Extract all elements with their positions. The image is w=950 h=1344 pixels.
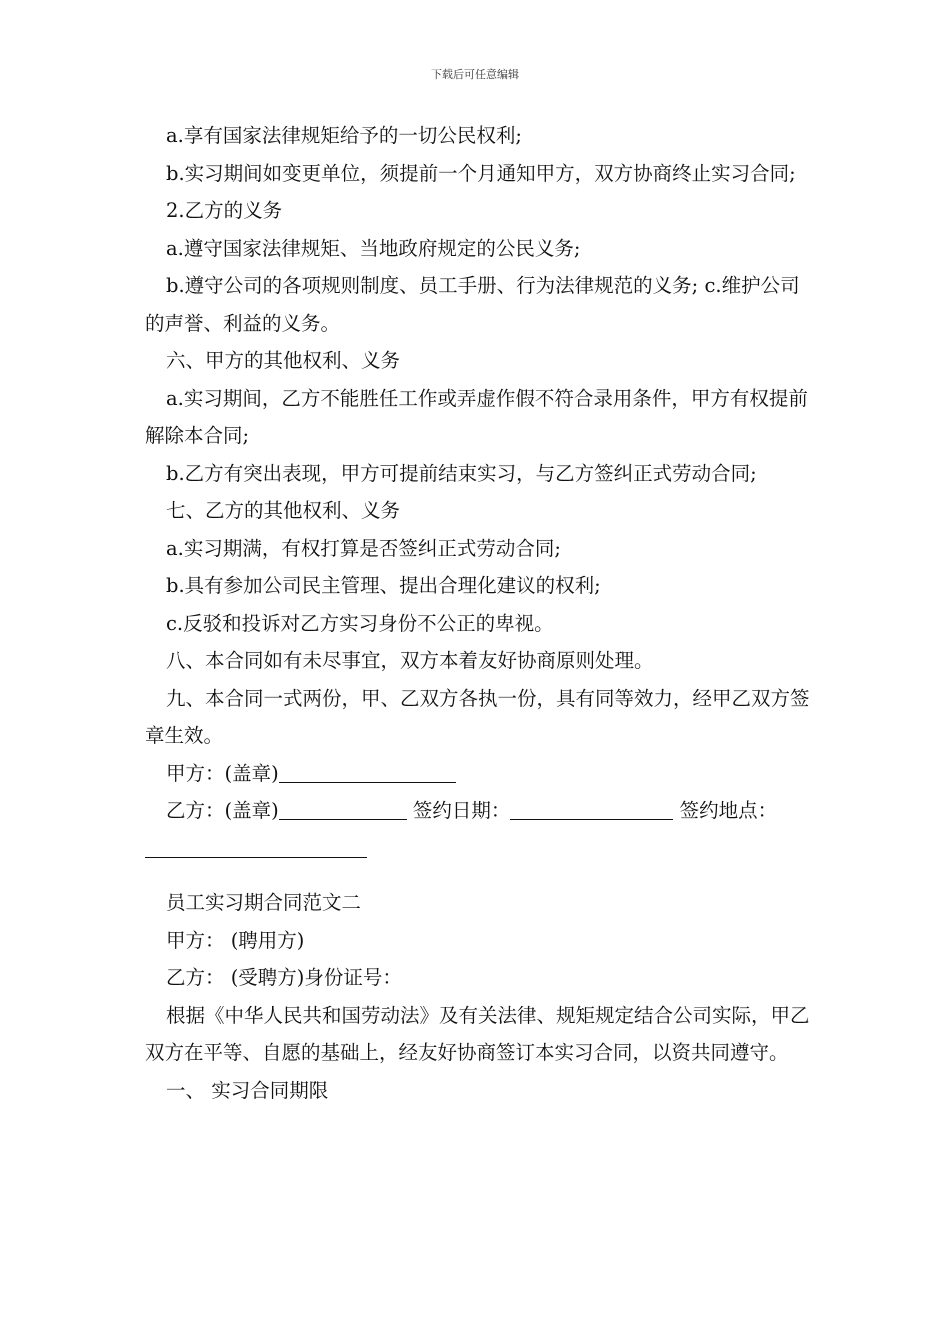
section-heading-duties: 2.乙方的义务 — [166, 199, 283, 222]
party-b-signature-line — [279, 795, 407, 820]
contract-two-party-b: 乙方： (受聘方)身份证号： — [166, 966, 402, 989]
section-heading-six: 六、甲方的其他权利、义务 — [166, 349, 401, 372]
document-body — [145, 117, 810, 1109]
sign-date-label: 签约日期： — [412, 799, 511, 822]
paragraph-duties-a: a.遵守国家法律规矩、当地政府规定的公民义务; — [166, 236, 581, 260]
paragraph-rights-b: b.实习期间如变更单位，须提前一个月通知甲方，双方协商终止实习合同; — [166, 161, 796, 185]
paragraph-seven-b: b.具有参加公司民主管理、提出合理化建议的权利; — [166, 574, 601, 597]
paragraph-duties-b: b.遵守公司的各项规则制度、员工手册、行为法律规范的义务; c.维护公司的声誉、利益的义务。 — [145, 274, 800, 335]
paragraph-seven-a: a.实习期满，有权打算是否签纠正式劳动合同; — [166, 536, 561, 560]
party-a-label: 甲方：(盖章) — [166, 761, 279, 785]
section-heading-seven: 七、乙方的其他权利、义务 — [166, 499, 401, 522]
sign-place-line — [145, 833, 367, 858]
contract-two-party-a: 甲方： (聘用方) — [166, 928, 305, 952]
sign-date-line — [510, 795, 673, 820]
party-a-signature-line — [279, 758, 456, 783]
signature-party-b — [145, 792, 810, 867]
signature-party-a — [145, 755, 810, 793]
paragraph-rights-a: a.享有国家法律规矩给予的一切公民权利; — [166, 124, 522, 147]
paragraph-six-a: a.实习期间，乙方不能胜任工作或弄虚作假不符合录用条件，甲方有权提前解除本合同; — [145, 386, 808, 447]
spacer — [145, 867, 810, 884]
page-header: 下载后可任意编辑 — [431, 68, 519, 81]
section-nine: 九、本合同一式两份，甲、乙双方各执一份，具有同等效力，经甲乙双方签章生效。 — [145, 686, 810, 747]
paragraph-seven-c: c.反驳和投诉对乙方实习身份不公正的卑视。 — [166, 611, 554, 635]
contract-two-section-one: 一、 实习合同期限 — [166, 1078, 329, 1102]
paragraph-six-b: b.乙方有突出表现，甲方可提前结束实习，与乙方签纠正式劳动合同; — [166, 461, 757, 485]
contract-two-title: 员工实习期合同范文二 — [166, 891, 362, 914]
party-b-label: 乙方：(盖章) — [166, 799, 279, 822]
contract-two-preamble: 根据《中华人民共和国劳动法》及有关法律、规矩规定结合公司实际，甲乙双方在平等、自愿的基础上，经友好协商签订本实习合同，以资共同遵守。 — [145, 1003, 810, 1064]
section-eight: 八、本合同如有未尽事宜，双方本着友好协商原则处理。 — [166, 649, 654, 672]
sign-place-label: 签约地点： — [679, 799, 778, 822]
